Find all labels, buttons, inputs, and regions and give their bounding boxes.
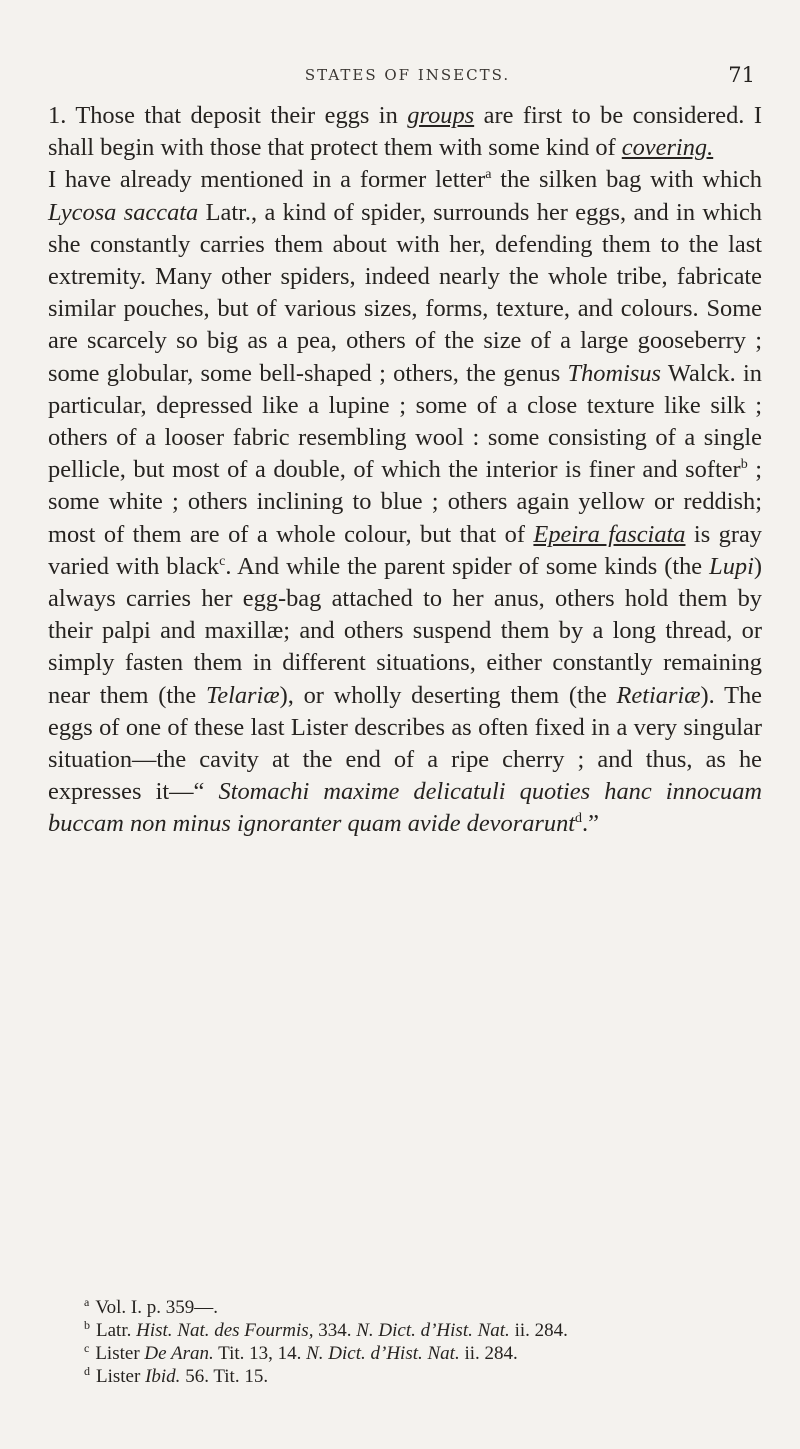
- footnote-italic: N. Dict. d’Hist. Nat.: [306, 1343, 460, 1364]
- footnote-mark: c: [84, 1341, 90, 1355]
- footnote-text: Latr.: [96, 1320, 137, 1341]
- text-run: Walck. in particular, depressed like a lupine ; some of a close texture like silk ; others of a looser fabric resembling wool : some consisting of a single pellicle, but most of a double, of which the interior is finer and softer: [48, 359, 762, 484]
- footnote-mark: d: [84, 1364, 90, 1378]
- footnote-text: 56. Tit. 15.: [180, 1366, 269, 1387]
- body-text: [48, 100, 762, 841]
- footnote-italic: Hist. Nat. des Fourmis,: [136, 1320, 314, 1341]
- paragraph-1: [48, 100, 762, 164]
- footnote-italic: N. Dict. d’Hist. Nat.: [356, 1320, 510, 1341]
- text-run: ) always carries her egg-bag attached to her anus, others hold them by their palpi and maxillæ; and others suspend them by a long thread, or simply fasten them in different situations, either constantly remaining near them (the: [48, 552, 762, 709]
- running-head: [60, 63, 755, 90]
- footnote-d: [84, 1365, 764, 1388]
- text-run: ; some white ; others inclining to blue ; others again yellow or reddish; most of them are of a whole colour, but that of: [48, 456, 763, 548]
- paragraph-2: [48, 164, 762, 840]
- footnote-b: [84, 1319, 764, 1342]
- footnote-text: Lister: [96, 1366, 146, 1387]
- text-run: I have already mentioned in a former letter: [48, 166, 486, 194]
- genus-thomisus: Thomisus: [567, 359, 662, 387]
- text-run: 1. Those that deposit their eggs in: [48, 102, 408, 129]
- running-title: STATES OF INSECTS.: [304, 66, 511, 84]
- footnote-c: [84, 1342, 764, 1365]
- footnote-ref-a: a: [485, 167, 492, 183]
- footnote-text: ii. 284.: [509, 1320, 568, 1341]
- text-run: ). The eggs of one of these last Lister describes as often fixed in a very singular situation—the cavity at the end of a ripe cherry ; and thus, as he expresses it—“: [48, 681, 763, 806]
- species-epeira-fasciata: Epeira fasciata: [533, 520, 686, 548]
- text-run: Latr., a kind of spider, surrounds her eggs, and in which she constantly carries them about with her, defending them to the last extremity. Many other spiders, indeed nearly the whole tribe, fabricate similar pouches, but of various sizes, forms, texture, and colours. Some are scarcely so big as a pea, others of the size of a large gooseberry ; some globular, some bell-shaped ; others, the genus: [48, 198, 762, 387]
- text-run: is gray varied with black: [48, 520, 762, 580]
- footnote-italic: Ibid.: [145, 1366, 181, 1387]
- text-run: are first to be considered. I shall begin with those that protect them with some kind of: [48, 102, 762, 162]
- footnote-text: Tit. 13, 14.: [213, 1343, 307, 1364]
- group-retiariae: Retiariæ: [616, 681, 701, 709]
- group-lupi: Lupi: [709, 552, 754, 580]
- text-run: .”: [582, 810, 599, 838]
- footnote-a: [84, 1296, 764, 1319]
- italic-covering: covering.: [621, 134, 714, 162]
- footnotes: [84, 1296, 764, 1388]
- footnote-ref-d: d: [575, 811, 583, 827]
- page-number: 71: [728, 63, 755, 87]
- footnote-ref-c: c: [219, 553, 226, 569]
- footnote-text: Lister: [95, 1343, 145, 1364]
- footnote-text: ii. 284.: [459, 1343, 518, 1364]
- footnote-italic: De Aran.: [144, 1343, 214, 1364]
- text-run: . And while the parent spider of some kinds (the: [225, 552, 710, 580]
- species-lycosa-saccata: Lycosa saccata: [48, 198, 199, 226]
- italic-groups: groups: [407, 102, 475, 129]
- footnote-text: 334.: [313, 1320, 357, 1341]
- group-telariae: Telariæ: [205, 681, 280, 709]
- latin-quotation: Stomachi maxime delicatuli quoties hanc innocuam buccam non minus ignoranter quam avide devorarunt: [48, 778, 763, 838]
- footnote-ref-b: b: [740, 457, 748, 473]
- footnote-text: Vol. I. p. 359—.: [95, 1297, 218, 1318]
- footnote-mark: b: [84, 1318, 90, 1332]
- text-run: the silken bag with which: [491, 166, 762, 194]
- text-run: ), or wholly deserting them (the: [279, 681, 617, 709]
- footnote-mark: a: [84, 1295, 90, 1309]
